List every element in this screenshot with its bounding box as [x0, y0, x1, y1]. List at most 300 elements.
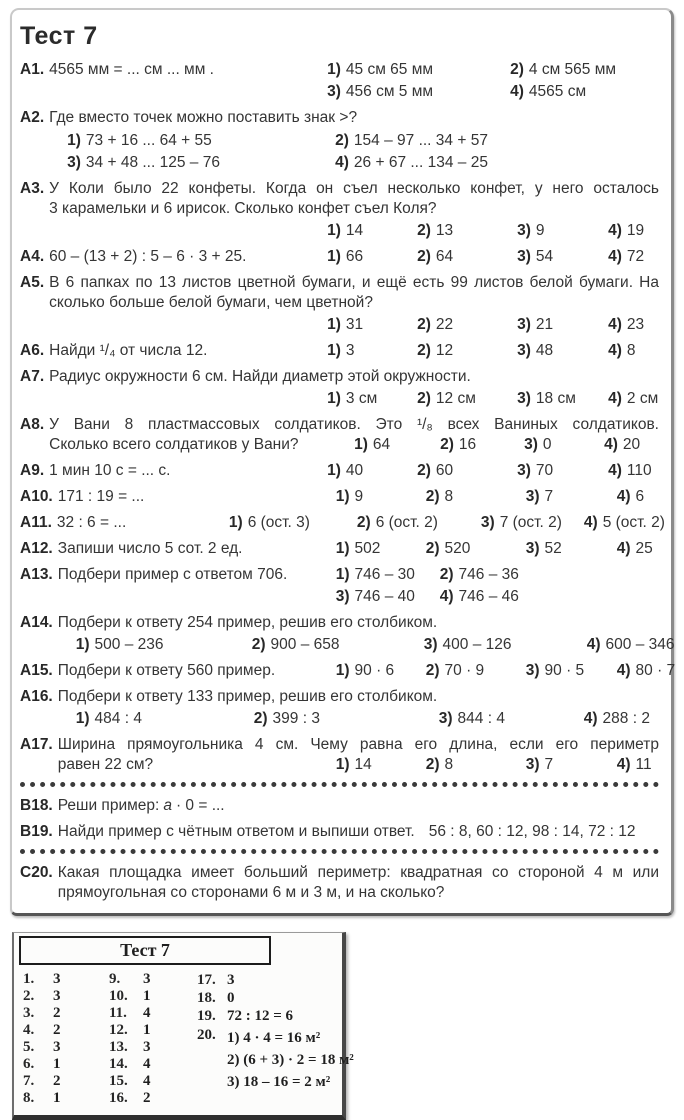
option-value: 746 – 46	[458, 588, 519, 605]
question-text: 60 – (13 + 2) : 5 – 6 · 3 + 25.	[49, 248, 247, 265]
question-b18	[20, 796, 659, 816]
dotted-separator	[20, 782, 659, 787]
option-value: 456 см 5 мм	[345, 83, 434, 100]
question-text: Подбери к ответу 560 пример.	[57, 662, 276, 679]
option	[23, 971, 109, 988]
option-value: 4	[143, 1073, 151, 1089]
option	[587, 635, 675, 655]
option-number: 3)	[517, 462, 531, 479]
option-number: 1)	[75, 636, 90, 653]
option-value: 9	[535, 222, 545, 239]
option	[336, 539, 426, 559]
option	[327, 389, 417, 409]
option	[426, 755, 526, 775]
option-number: 3)	[517, 316, 531, 333]
option-value: 3	[53, 988, 61, 1004]
option-number: 18.	[197, 990, 216, 1006]
question-a1	[20, 60, 659, 102]
option-number: 1)	[327, 462, 341, 479]
question-text: У Коли было 22 конфеты. Когда он съел несколько конфет, у него осталось	[49, 180, 659, 197]
option-number: 4)	[583, 710, 598, 727]
option-number: 1)	[335, 566, 350, 583]
option-number: 4.	[23, 1022, 35, 1038]
option-value: 13	[435, 222, 454, 239]
option-number: 1)	[327, 390, 341, 407]
options	[49, 131, 659, 173]
option-number: 2)	[425, 488, 440, 505]
answer-key-q20-item: 2) (6 + 3) · 2 = 18 м²	[227, 1052, 354, 1068]
option-value: 70 · 9	[444, 662, 485, 679]
option-number: 4)	[583, 514, 598, 531]
option-number: 5.	[23, 1039, 35, 1055]
option-value: 520	[444, 540, 471, 557]
option-value: 1	[143, 1022, 151, 1038]
question-label: А10.	[20, 488, 53, 505]
option	[336, 587, 440, 607]
options	[327, 461, 659, 481]
variable: а	[163, 797, 172, 814]
option	[109, 1005, 197, 1022]
dotted-separator	[20, 849, 659, 854]
option-value: 4	[143, 1005, 151, 1021]
option-value: 7	[544, 488, 554, 505]
option-value: 8	[444, 488, 454, 505]
question-label: А3.	[20, 180, 45, 197]
question-text: 171 : 19 = ...	[57, 488, 145, 505]
option-number: 11.	[109, 1005, 127, 1021]
option	[327, 247, 417, 267]
option-number: 13.	[109, 1039, 128, 1055]
option	[608, 389, 659, 409]
option	[229, 513, 357, 533]
option-value: 2	[143, 1090, 151, 1106]
options	[354, 435, 659, 455]
option-value: 0	[542, 436, 552, 453]
option	[517, 221, 608, 241]
question-text: 32 : 6 = ...	[56, 514, 127, 531]
option-value: 8	[444, 756, 454, 773]
option-number: 1)	[327, 222, 341, 239]
option	[526, 487, 617, 507]
question-label: А4.	[20, 248, 45, 265]
question-a5	[20, 273, 659, 335]
question-label: А12.	[20, 540, 53, 557]
option	[439, 709, 584, 729]
option	[517, 247, 608, 267]
question-text: Найди ¹/₄ от числа 12.	[49, 342, 208, 359]
option-value: 6 (ост. 3)	[247, 514, 310, 531]
option	[510, 82, 659, 102]
option-value: 48	[535, 342, 554, 359]
option-value: 4	[143, 1056, 151, 1072]
option-number: 10.	[109, 988, 128, 1004]
option-number: 3)	[423, 636, 438, 653]
option-value: 484 : 4	[94, 710, 142, 727]
question-text: 4565 мм = ... см ... мм .	[49, 61, 214, 78]
option-value: 6	[635, 488, 645, 505]
question-text: сколько больше белой бумаги, чем цветной?	[49, 294, 373, 311]
answer-key-q20-item: 3) 18 – 16 = 2 м²	[227, 1074, 331, 1090]
option-number: 1)	[327, 342, 341, 359]
question-text: Какая площадка имеет больший периметр: квадратная со стороной 4 м или	[57, 864, 659, 881]
option	[424, 635, 587, 655]
expression-list: 56 : 8, 60 : 12, 98 : 14, 72 : 12	[428, 823, 636, 840]
page-title: Тест 7	[20, 22, 98, 50]
option	[417, 247, 517, 267]
option	[608, 315, 659, 335]
question-label: А1.	[20, 61, 45, 78]
option-value: 3	[53, 971, 61, 987]
option	[417, 461, 517, 481]
question-a16	[20, 687, 659, 729]
option	[604, 435, 659, 455]
option-value: 500 – 236	[94, 636, 164, 653]
option-number: 3)	[525, 662, 540, 679]
option	[23, 1090, 109, 1107]
option-value: 3 см	[345, 390, 378, 407]
options	[327, 221, 659, 241]
answer-key-col-1	[23, 971, 109, 1107]
question-a10	[20, 487, 659, 507]
options	[336, 755, 659, 775]
option-value: 20	[622, 436, 641, 453]
question-label: А6.	[20, 342, 45, 359]
option-number: 2)	[417, 248, 431, 265]
option	[426, 539, 526, 559]
option-number: 4)	[608, 248, 622, 265]
option-number: 12.	[109, 1022, 128, 1038]
option-value: 3	[143, 971, 151, 987]
option	[109, 971, 197, 988]
option-value: 502	[354, 540, 381, 557]
option	[109, 988, 197, 1005]
option-number: 4)	[604, 436, 618, 453]
option	[617, 487, 659, 507]
option-number: 3.	[23, 1005, 35, 1021]
question-c20	[20, 863, 659, 903]
option-value: 1	[143, 988, 151, 1004]
option-number: 4)	[335, 154, 349, 171]
question-label: В19.	[20, 823, 53, 840]
option-value: 2 см	[626, 390, 659, 407]
option-number: 1)	[228, 514, 243, 531]
option	[23, 1005, 109, 1022]
option-value: 6 (ост. 2)	[375, 514, 438, 531]
question-text: 1 мин 10 с = ... с.	[49, 462, 171, 479]
answer-key-q20-item: 1) 4 · 4 = 16 м²	[227, 1030, 321, 1046]
question-a7	[20, 367, 659, 409]
option	[197, 971, 337, 989]
option-value: 4565 см	[528, 83, 587, 100]
option	[440, 587, 659, 607]
question-label: А13.	[20, 566, 53, 583]
options	[327, 60, 659, 102]
question-a8	[20, 415, 659, 455]
option	[617, 539, 659, 559]
option-value: 600 – 346	[605, 636, 675, 653]
question-label: А11.	[20, 514, 52, 531]
option	[335, 131, 659, 151]
option	[526, 755, 617, 775]
option-value: 9	[354, 488, 364, 505]
answer-key	[12, 932, 354, 1120]
options	[58, 709, 659, 729]
option-number: 1)	[75, 710, 90, 727]
option-number: 3)	[517, 248, 531, 265]
option-number: 2)	[417, 342, 431, 359]
option-number: 1)	[67, 132, 81, 149]
option-number: 1)	[335, 662, 350, 679]
option-number: 2)	[510, 61, 524, 78]
option-number: 3)	[438, 710, 453, 727]
question-text: Ширина прямоугольника 4 см. Чему равна его длина, если его периметр	[57, 736, 659, 753]
options	[327, 315, 659, 335]
option-value: 14	[345, 222, 364, 239]
answer-key-title: Тест 7	[19, 936, 271, 965]
option-number: 14.	[109, 1056, 128, 1072]
option-number: 4)	[616, 488, 631, 505]
option	[327, 461, 417, 481]
option-value: 45 см 65 мм	[345, 61, 434, 78]
option	[417, 315, 517, 335]
option	[197, 1007, 337, 1025]
option	[440, 435, 524, 455]
option-value: 5 (ост. 2)	[602, 514, 665, 531]
option-number: 2)	[356, 514, 371, 531]
question-a17	[20, 735, 659, 775]
option-value: 12	[435, 342, 454, 359]
question-label: А8.	[20, 416, 45, 433]
option	[327, 315, 417, 335]
option-value: 1	[53, 1090, 61, 1106]
question-label: А2.	[20, 109, 45, 126]
option	[109, 1073, 197, 1090]
option-value: 8	[626, 342, 636, 359]
option	[336, 661, 426, 681]
option	[417, 389, 517, 409]
question-text: Реши пример:	[57, 797, 160, 814]
question-text: Найди пример с чётным ответом и выпиши ответ.	[57, 823, 415, 840]
question-a14	[20, 613, 675, 655]
question-label: А16.	[20, 688, 53, 705]
option-value: 26 + 67 ... 134 – 25	[353, 154, 488, 171]
option	[23, 1022, 109, 1039]
test-sheet	[10, 8, 674, 916]
option-number: 16.	[109, 1090, 128, 1106]
option-value: 154 – 97 ... 34 + 57	[353, 132, 488, 149]
option	[526, 661, 617, 681]
option	[426, 661, 526, 681]
option-number: 4)	[608, 316, 622, 333]
option-number: 3)	[524, 436, 538, 453]
option	[617, 661, 675, 681]
option	[354, 435, 440, 455]
option-value: 746 – 30	[354, 566, 415, 583]
option-value: 844 : 4	[457, 710, 505, 727]
question-label: А7.	[20, 368, 45, 385]
option	[327, 60, 510, 80]
options	[327, 247, 659, 267]
option-value: 66	[345, 248, 364, 265]
question-b19	[20, 822, 659, 842]
question-a11	[20, 513, 665, 533]
option-value: 3	[227, 972, 235, 988]
option-number: 1)	[335, 756, 350, 773]
option-value: 3	[143, 1039, 151, 1055]
option-number: 3)	[335, 588, 350, 605]
option	[517, 315, 608, 335]
option	[327, 82, 510, 102]
option-number: 2)	[417, 316, 431, 333]
options	[335, 661, 676, 681]
question-text: Где вместо точек можно поставить знак >?	[49, 109, 358, 126]
options	[327, 389, 659, 409]
option	[517, 341, 608, 361]
option-number: 4)	[608, 462, 622, 479]
options	[228, 513, 665, 533]
option-number: 2)	[425, 662, 440, 679]
option-number: 8.	[23, 1090, 35, 1106]
option	[109, 1039, 197, 1056]
question-label: А9.	[20, 462, 45, 479]
options	[327, 341, 659, 361]
question-text: · 0 = ...	[175, 797, 225, 814]
question-label: С20.	[20, 864, 53, 881]
question-a6	[20, 341, 659, 361]
option-number: 4)	[608, 342, 622, 359]
option-number: 2)	[439, 566, 454, 583]
option	[23, 1056, 109, 1073]
option-value: 110	[626, 462, 652, 479]
question-text: Подбери к ответу 254 пример, решив его столбиком.	[57, 614, 438, 631]
option-value: 23	[626, 316, 645, 333]
question-label: В18.	[20, 797, 53, 814]
option-number: 4)	[616, 662, 631, 679]
option-value: 25	[635, 540, 653, 557]
option	[67, 153, 335, 173]
option	[617, 755, 659, 775]
question-text: В 6 папках по 13 листов цветной бумаги, и ещё есть 99 листов белой бумаги. На	[49, 274, 659, 291]
option	[76, 709, 254, 729]
question-label: А5.	[20, 274, 45, 291]
option-value: 900 – 658	[270, 636, 340, 653]
option-number: 2)	[417, 222, 431, 239]
question-text: равен 22 см?	[57, 756, 154, 773]
option	[524, 435, 604, 455]
question-a2	[20, 108, 659, 173]
option	[510, 60, 659, 80]
option	[335, 153, 659, 173]
option	[584, 709, 659, 729]
answer-key-q20-number: 20.	[197, 1027, 216, 1043]
option-value: 12 см	[435, 390, 476, 407]
question-a13	[20, 565, 659, 607]
option	[23, 1039, 109, 1056]
option	[109, 1022, 197, 1039]
option-number: 1.	[23, 971, 35, 987]
option	[426, 487, 526, 507]
option	[67, 131, 335, 151]
option-value: 4 см 565 мм	[528, 61, 617, 78]
option	[608, 221, 659, 241]
option-number: 3)	[525, 540, 540, 557]
option-number: 4)	[439, 588, 454, 605]
option	[481, 513, 584, 533]
option	[23, 988, 109, 1005]
option	[417, 341, 517, 361]
option-value: 72 : 12 = 6	[227, 1008, 294, 1024]
option-number: 15.	[109, 1073, 128, 1089]
option-value: 746 – 36	[458, 566, 519, 583]
option	[608, 341, 659, 361]
option-value: 400 – 126	[442, 636, 512, 653]
question-text: 3 карамельки и 6 ирисок. Сколько конфет съел Коля?	[49, 200, 437, 217]
option-number: 3)	[517, 390, 531, 407]
option	[197, 989, 337, 1007]
option	[254, 709, 439, 729]
option-value: 80 · 7	[635, 662, 676, 679]
option-value: 1	[53, 1056, 61, 1072]
option-number: 2)	[425, 756, 440, 773]
question-label: А17.	[20, 736, 53, 753]
option-value: 14	[354, 756, 372, 773]
option-value: 7 (ост. 2)	[499, 514, 562, 531]
option	[584, 513, 665, 533]
option-number: 2.	[23, 988, 35, 1004]
options	[336, 565, 659, 607]
option-number: 19.	[197, 1008, 216, 1024]
option-value: 22	[435, 316, 454, 333]
option-number: 3)	[517, 222, 531, 239]
option-number: 1)	[335, 488, 350, 505]
question-a3	[20, 179, 659, 241]
answer-key-col-3	[197, 971, 354, 1107]
option	[608, 461, 659, 481]
option-value: 90 · 6	[354, 662, 395, 679]
question-text: Подбери пример с ответом 706.	[57, 566, 288, 583]
option-number: 1)	[327, 61, 341, 78]
option-value: 0	[227, 990, 235, 1006]
question-text: Радиус окружности 6 см. Найди диаметр этой окружности.	[49, 368, 471, 385]
option-number: 6.	[23, 1056, 35, 1072]
option-value: 288 : 2	[602, 710, 650, 727]
option	[517, 389, 608, 409]
option-value: 3	[345, 342, 355, 359]
option-value: 399 : 3	[272, 710, 320, 727]
option-number: 3)	[327, 83, 341, 100]
option	[109, 1090, 197, 1107]
option-number: 1)	[335, 540, 350, 557]
option-value: 70	[535, 462, 554, 479]
option-value: 60	[435, 462, 454, 479]
options	[336, 487, 659, 507]
option-value: 16	[458, 436, 477, 453]
option	[526, 539, 617, 559]
option	[440, 565, 659, 585]
option-value: 18 см	[535, 390, 576, 407]
option-number: 2)	[253, 710, 268, 727]
option-number: 7.	[23, 1073, 35, 1089]
option-number: 4)	[586, 636, 601, 653]
option-number: 2)	[417, 462, 431, 479]
question-a4	[20, 247, 659, 267]
answer-key-col-2	[109, 971, 197, 1107]
option-number: 4)	[608, 222, 622, 239]
option-value: 3	[53, 1039, 61, 1055]
option-value: 2	[53, 1022, 61, 1038]
question-text: прямоугольная со сторонами 6 м и 3 м, и на сколько?	[57, 884, 445, 901]
option-number: 1)	[327, 316, 341, 333]
